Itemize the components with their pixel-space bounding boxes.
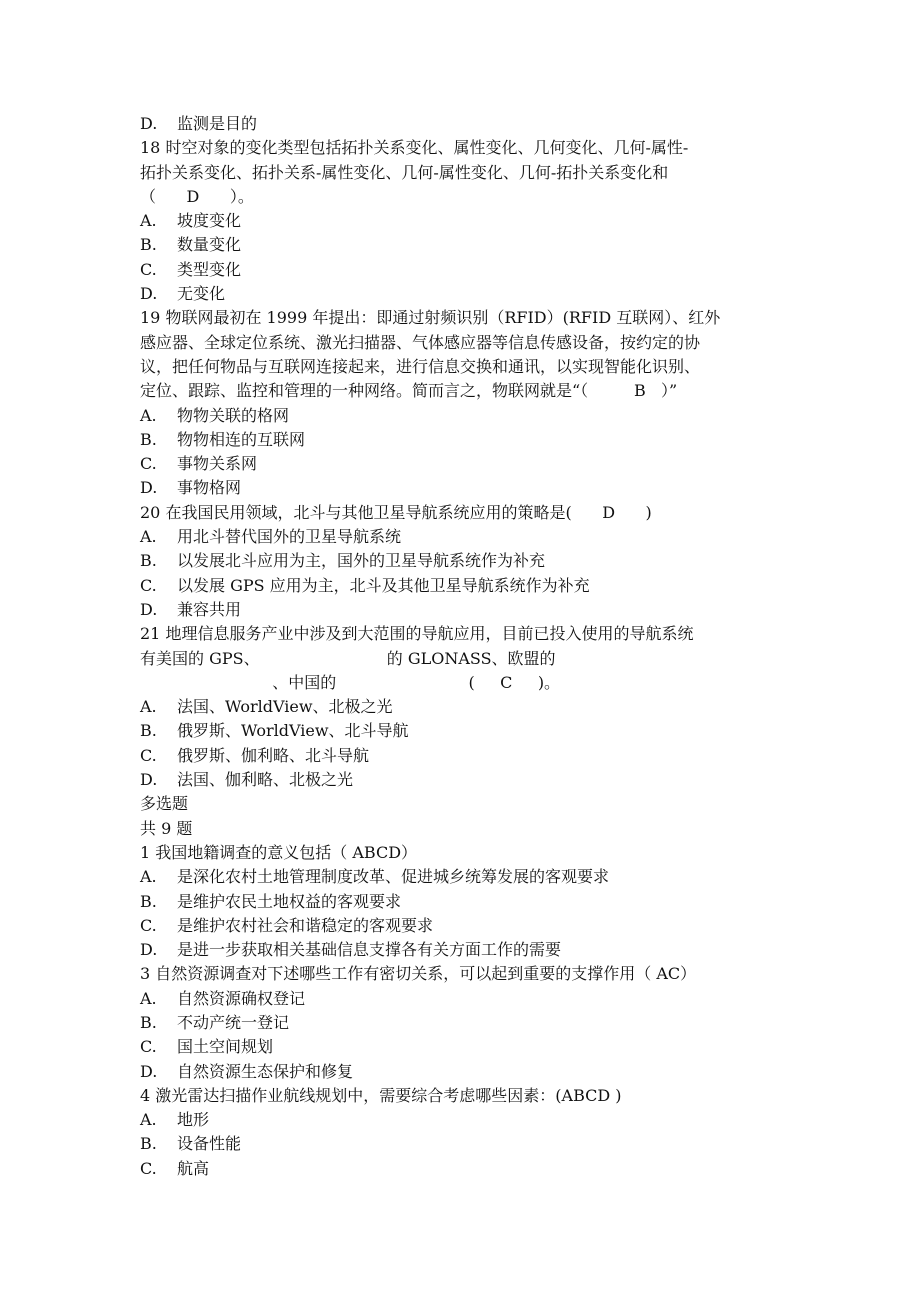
option-letter: C. — [140, 454, 157, 474]
answer-option — [140, 1132, 780, 1156]
answer-option — [140, 1035, 780, 1059]
option-letter: A. — [140, 211, 157, 231]
option-text: 俄罗斯、伽利略、北斗导航 — [177, 745, 370, 765]
option-letter: C. — [140, 915, 157, 935]
answer-option — [140, 282, 780, 306]
answer-option — [140, 112, 780, 136]
option-letter: B. — [140, 1012, 157, 1032]
option-letter: D. — [140, 1061, 158, 1081]
option-text: 设备性能 — [177, 1134, 242, 1154]
option-text: 是维护农民土地权益的客观要求 — [177, 891, 402, 911]
text-line: 感应器、全球定位系统、激光扫描器、气体感应器等信息传感设备，按约定的协 — [140, 332, 701, 352]
option-letter: C. — [140, 575, 157, 595]
option-letter: B. — [140, 891, 157, 911]
option-text: 航高 — [177, 1158, 210, 1178]
answer-option — [140, 719, 780, 743]
option-text: 以发展 GPS 应用为主，北斗及其他卫星导航系统作为补充 — [177, 575, 590, 595]
option-text: 俄罗斯、WorldView、北斗导航 — [177, 721, 409, 741]
option-letter: D. — [140, 478, 158, 498]
answer-option — [140, 1060, 780, 1084]
option-letter: C. — [140, 259, 157, 279]
option-letter: A. — [140, 1110, 157, 1130]
answer-option — [140, 574, 780, 598]
option-letter: D. — [140, 114, 158, 133]
option-text: 用北斗替代国外的卫星导航系统 — [177, 527, 402, 547]
option-text: 自然资源生态保护和修复 — [177, 1061, 354, 1081]
answer-option — [140, 209, 780, 233]
option-letter: D. — [140, 599, 158, 619]
answer-option — [140, 525, 780, 549]
option-letter: A. — [140, 527, 157, 547]
text-line: 1 我国地籍调查的意义包括（ ABCD） — [140, 842, 418, 862]
text-line: 20 在我国民用领域，北斗与其他卫星导航系统应用的策略是( D ) — [140, 502, 652, 522]
option-letter: A. — [140, 405, 157, 425]
option-letter: B. — [140, 551, 157, 571]
answer-option — [140, 914, 780, 938]
text-line: 多选题 — [140, 794, 189, 814]
option-text: 是深化农村土地管理制度改革、促进城乡统筹发展的客观要求 — [177, 867, 610, 887]
option-letter: D. — [140, 770, 158, 790]
answer-option — [140, 890, 780, 914]
answer-option — [140, 744, 780, 768]
option-text: 物物关联的格网 — [177, 405, 290, 425]
answer-option — [140, 865, 780, 889]
option-text: 国土空间规划 — [177, 1037, 274, 1057]
answer-option — [140, 428, 780, 452]
text-line: 有美国的 GPS、 的 GLONASS、欧盟的 — [140, 648, 556, 668]
answer-option — [140, 1108, 780, 1132]
answer-option — [140, 695, 780, 719]
option-text: 事物格网 — [177, 478, 242, 498]
answer-option — [140, 1011, 780, 1035]
text-line: 3 自然资源调查对下述哪些工作有密切关系，可以起到重要的支撑作用（ AC） — [140, 964, 697, 984]
option-text: 数量变化 — [177, 235, 242, 255]
text-line: 拓扑关系变化、拓扑关系-属性变化、几何-属性变化、几何-拓扑关系变化和 — [140, 162, 669, 182]
text-line: 21 地理信息服务产业中涉及到大范围的导航应用，目前已投入使用的导航系统 — [140, 624, 694, 644]
option-letter: B. — [140, 235, 157, 255]
answer-option — [140, 452, 780, 476]
option-text: 物物相连的互联网 — [177, 429, 306, 449]
text-line: 共 9 题 — [140, 818, 193, 838]
text-line: 18 时空对象的变化类型包括拓扑关系变化、属性变化、几何变化、几何-属性- — [140, 138, 689, 158]
option-text: 自然资源确权登记 — [177, 988, 306, 1008]
answer-option — [140, 233, 780, 257]
option-letter: A. — [140, 867, 157, 887]
answer-option — [140, 1157, 780, 1181]
option-text: 无变化 — [177, 284, 226, 304]
document-body — [140, 112, 780, 1181]
answer-option — [140, 938, 780, 962]
option-letter: D. — [140, 284, 158, 304]
option-letter: C. — [140, 1037, 157, 1057]
option-text: 法国、WorldView、北极之光 — [177, 697, 393, 717]
option-text: 兼容共用 — [177, 599, 242, 619]
option-letter: D. — [140, 940, 158, 960]
answer-option — [140, 549, 780, 573]
text-line: 议，把任何物品与互联网连接起来，进行信息交换和通讯，以实现智能化识别、 — [140, 356, 701, 376]
text-line: 4 激光雷达扫描作业航线规划中，需要综合考虑哪些因素：(ABCD ) — [140, 1085, 622, 1105]
option-text: 是进一步获取相关基础信息支撑各有关方面工作的需要 — [177, 940, 562, 960]
option-text: 事物关系网 — [177, 454, 258, 474]
answer-option — [140, 768, 780, 792]
text-line: （ D ）。 — [140, 186, 254, 206]
option-text: 是维护农村社会和谐稳定的客观要求 — [177, 915, 434, 935]
answer-option — [140, 404, 780, 428]
text-line: 19 物联网最初在 1999 年提出：即通过射频识别（RFID）(RFID 互联网）、红外 — [140, 308, 721, 328]
option-text: 不动产统一登记 — [177, 1012, 290, 1032]
option-text: 地形 — [177, 1110, 210, 1130]
text-line: 、中国的 ( C )。 — [140, 672, 561, 692]
option-letter: C. — [140, 1158, 157, 1178]
option-letter: C. — [140, 745, 157, 765]
answer-option — [140, 258, 780, 282]
option-letter: B. — [140, 429, 157, 449]
option-text: 坡度变化 — [177, 211, 242, 231]
option-letter: A. — [140, 697, 157, 717]
option-text: 以发展北斗应用为主，国外的卫星导航系统作为补充 — [177, 551, 546, 571]
answer-option — [140, 476, 780, 500]
option-text: 监测是目的 — [177, 114, 258, 133]
option-text: 类型变化 — [177, 259, 242, 279]
answer-option — [140, 598, 780, 622]
option-letter: B. — [140, 1134, 157, 1154]
option-letter: A. — [140, 988, 157, 1008]
text-line: 定位、跟踪、监控和管理的一种网络。简而言之，物联网就是“（ B ）” — [140, 381, 678, 401]
option-text: 法国、伽利略、北极之光 — [177, 770, 354, 790]
option-letter: B. — [140, 721, 157, 741]
answer-option — [140, 987, 780, 1011]
